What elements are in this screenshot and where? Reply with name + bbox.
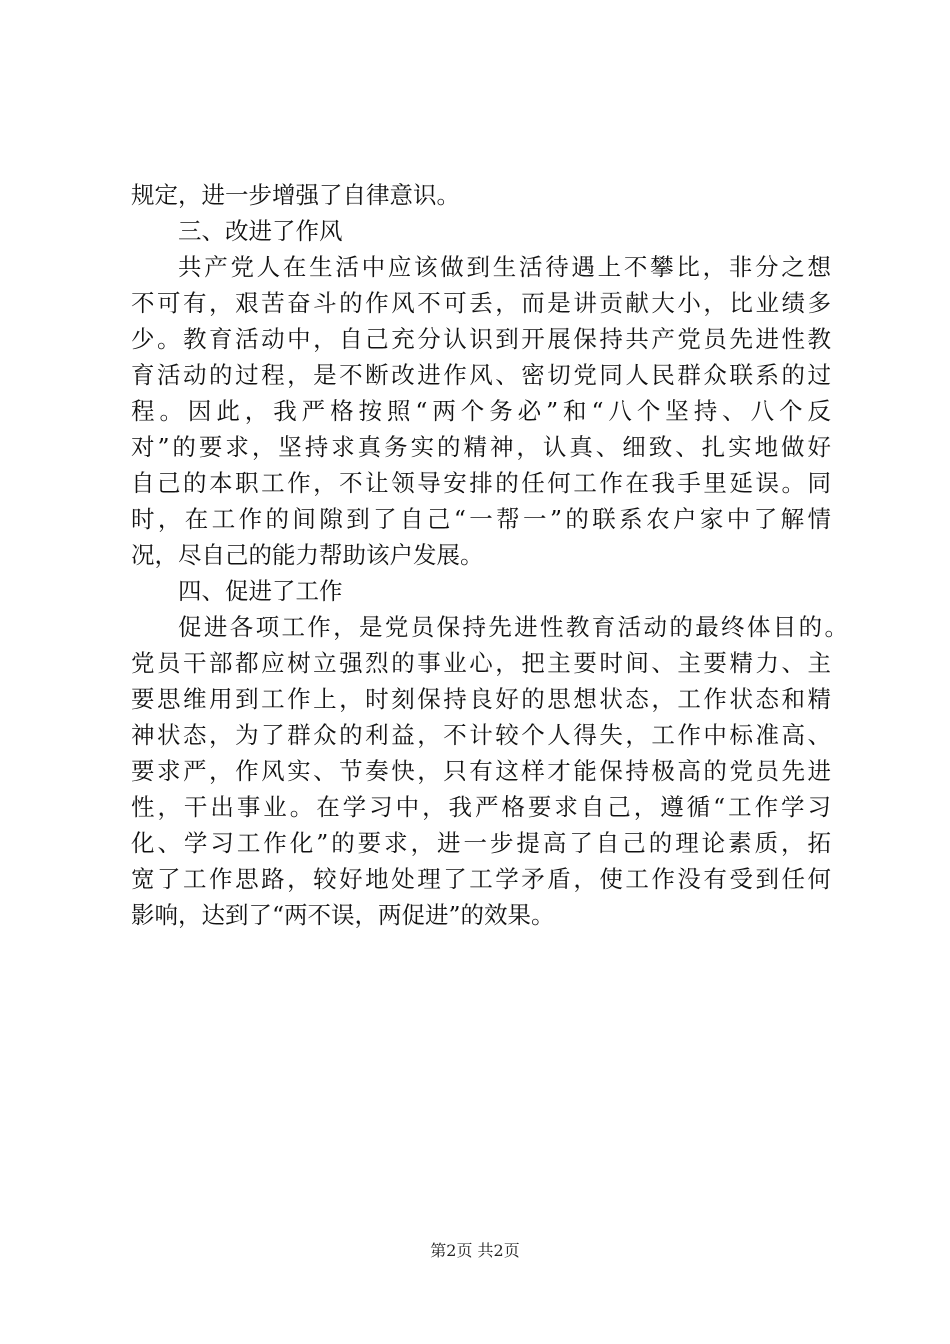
paragraph-line: 共产党人在生活中应该做到生活待遇上不攀比，非分之想 [178,253,831,281]
section-heading: 三、改进了作风 [178,217,343,245]
paragraph-line: 自己的本职工作，不让领导安排的任何工作在我手里延误。同 [131,469,831,497]
paragraph-line: 程。因此，我严格按照“两个务必”和“八个坚持、八个反 [131,397,831,425]
paragraph-line: 神状态，为了群众的利益，不计较个人得失，工作中标准高、 [131,721,831,749]
paragraph-line: 况，尽自己的能力帮助该户发展。 [131,541,484,569]
paragraph-line: 宽了工作思路，较好地处理了工学矛盾，使工作没有受到任何 [131,865,831,893]
page-number-footer: 第2页 共2页 [430,1241,520,1260]
paragraph-line: 育活动的过程，是不断改进作风、密切党同人民群众联系的过 [131,361,831,389]
paragraph-line: 规定，进一步增强了自律意识。 [131,181,460,209]
paragraph-line: 性，干出事业。在学习中，我严格要求自己，遵循“工作学习 [131,793,831,821]
paragraph-line: 化、学习工作化”的要求，进一步提高了自己的理论素质，拓 [131,829,831,857]
paragraph-line: 不可有，艰苦奋斗的作风不可丢，而是讲贡献大小，比业绩多 [131,289,831,317]
paragraph-line: 党员干部都应树立强烈的事业心，把主要时间、主要精力、主 [131,649,831,677]
paragraph-line: 少。教育活动中，自己充分认识到开展保持共产党员先进性教 [131,325,831,353]
paragraph-line: 影响，达到了“两不误，两促进”的效果。 [131,901,555,929]
paragraph-line: 要思维用到工作上，时刻保持良好的思想状态，工作状态和精 [131,685,831,713]
section-heading: 四、促进了工作 [178,577,343,605]
paragraph-line: 对”的要求，坚持求真务实的精神，认真、细致、扎实地做好 [131,433,831,461]
paragraph-line: 促进各项工作，是党员保持先进性教育活动的最终体目的。 [178,613,848,641]
paragraph-line: 时，在工作的间隙到了自己“一帮一”的联系农户家中了解情 [131,505,831,533]
paragraph-line: 要求严，作风实、节奏快，只有这样才能保持极高的党员先进 [131,757,831,785]
